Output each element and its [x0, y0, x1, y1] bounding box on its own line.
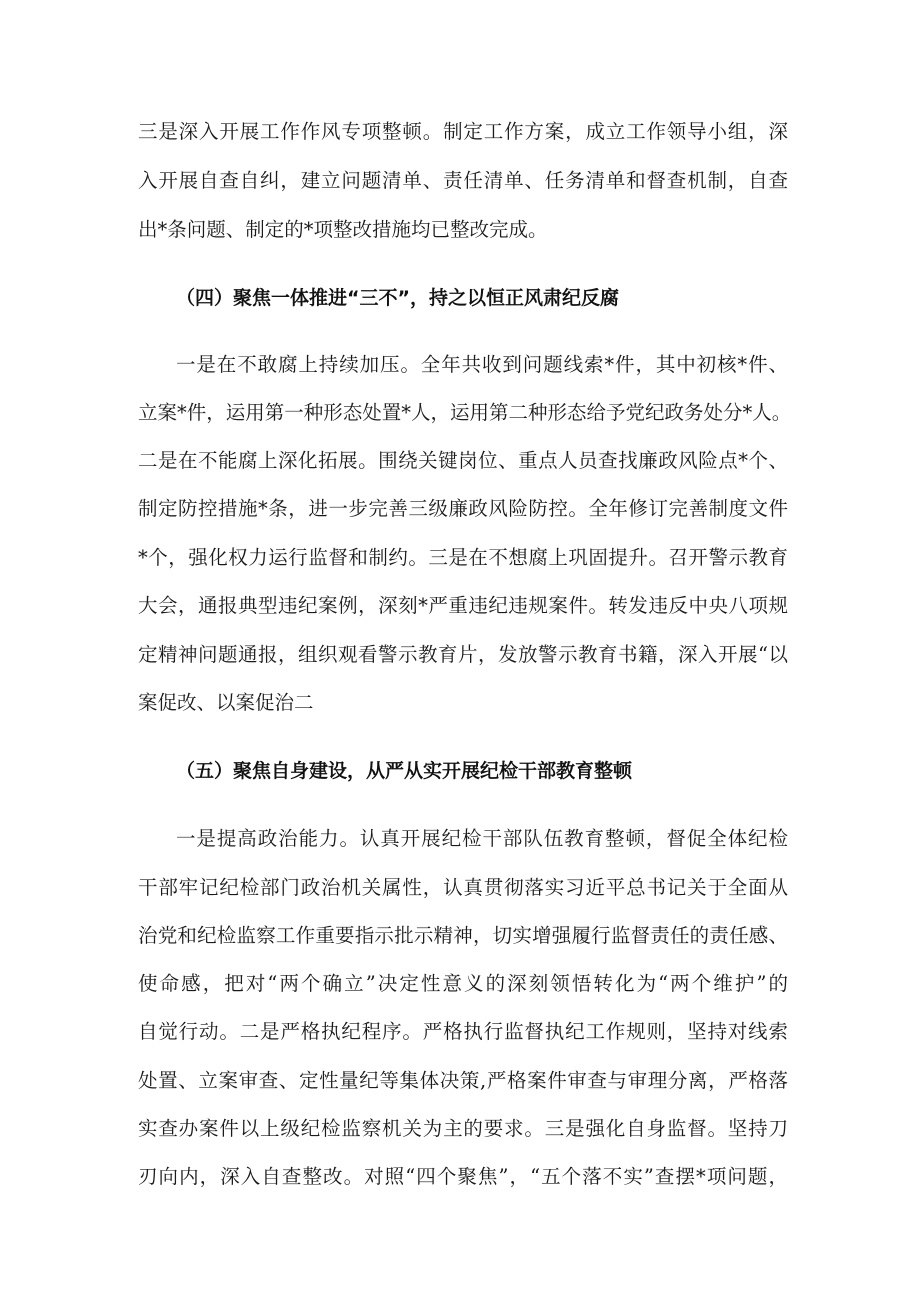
paragraph-line: 出*条问题、制定的*项整改措施均已整改完成。: [138, 218, 548, 241]
paragraph-line: 制定防控措施*条，进一步完善三级廉政风险防控。全年修订完善制度文件: [138, 497, 788, 520]
paragraph-line: 处置、立案审查、定性量纪等集体决策,严格案件审查与审理分离，严格落: [138, 1069, 788, 1092]
section-heading-4: （四）聚焦一体推进“三不”，持之以恒正风肃纪反腐: [176, 287, 619, 309]
paragraph-line: 入开展自查自纠，建立问题清单、责任清单、任务清单和督查机制，自查: [138, 169, 788, 192]
paragraph-line: 大会，通报典型违纪案例，深刻*严重违纪违规案件。转发违反中央八项规: [138, 594, 788, 617]
paragraph-line: 刃向内，深入自查整改。对照“四个聚焦”，“五个落不实”查摆*项问题，: [138, 1165, 788, 1188]
paragraph-line: 使命感，把对“两个确立”决定性意义的深刻领悟转化为“两个维护”的: [138, 972, 788, 995]
paragraph-line: 实查办案件以上级纪检监察机关为主的要求。三是强化自身监督。坚持刀: [138, 1117, 788, 1140]
paragraph-line: 治党和纪检监察工作重要指示批示精神，切实增强履行监督责任的责任感、: [138, 924, 788, 947]
paragraph-line: 定精神问题通报，组织观看警示教育片，发放警示教育书籍，深入开展“以: [138, 643, 788, 666]
paragraph-line: 二是在不能腐上深化拓展。围绕关键岗位、重点人员查找廉政风险点*个、: [138, 449, 788, 472]
paragraph-line: 一是在不敢腐上持续加压。全年共收到问题线索*件，其中初核*件、: [176, 353, 788, 376]
paragraph-line: 一是提高政治能力。认真开展纪检干部队伍教育整顿，督促全体纪检: [176, 827, 788, 850]
paragraph-line: *个，强化权力运行监督和制约。三是在不想腐上巩固提升。召开警示教育: [138, 546, 788, 569]
paragraph-line: 案促改、以案促治二: [138, 691, 314, 714]
section-heading-5: （五）聚焦自身建设，从严从实开展纪检干部教育整顿: [176, 760, 633, 782]
paragraph-line: 干部牢记纪检部门政治机关属性，认真贯彻落实习近平总书记关于全面从: [138, 876, 788, 899]
paragraph-line: 立案*件，运用第一种形态处置*人，运用第二种形态给予党纪政务处分*人。: [138, 401, 792, 424]
paragraph-line: 三是深入开展工作作风专项整顿。制定工作方案，成立工作领导小组，深: [138, 120, 788, 143]
paragraph-line: 自觉行动。二是严格执纪程序。严格执行监督执纪工作规则，坚持对线索: [138, 1020, 788, 1043]
